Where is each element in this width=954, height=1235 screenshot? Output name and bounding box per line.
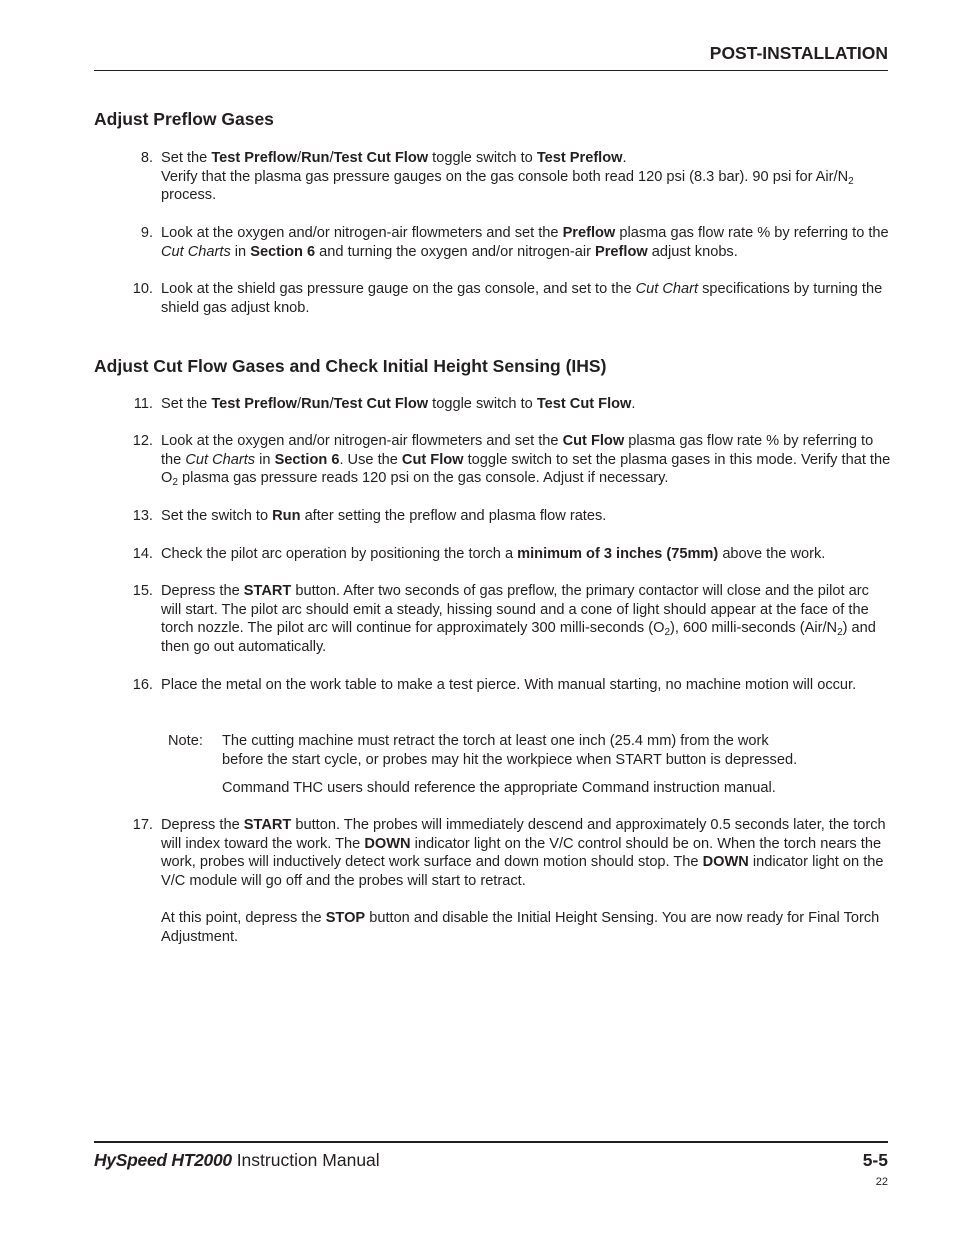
step-number: 11. (133, 396, 153, 412)
step-number: 12. (132, 433, 153, 449)
step-number: 10. (132, 281, 153, 297)
step-number: 9. (140, 225, 153, 241)
step-number: 8. (140, 150, 153, 166)
product-name: HySpeed HT2000 (94, 1150, 232, 1170)
page-header-title: POST-INSTALLATION (709, 43, 888, 63)
step-number: 15. (132, 583, 153, 599)
step-number: 14. (132, 546, 153, 562)
section-title-preflow: Adjust Preflow Gases (94, 109, 274, 129)
note-body (222, 732, 882, 769)
manual-label: Instruction Manual (236, 1150, 380, 1170)
header-rule (94, 70, 888, 71)
step-number: 13. (132, 508, 153, 524)
footer-section-page: 5-5 (862, 1150, 888, 1170)
footer-page-number: 22 (875, 1176, 888, 1188)
step-11: 11. Set the Test Preflow/Run/Test Cut Flow toggle switch to Test Cut Flow. (161, 395, 891, 414)
note-command-thc: Command THC users should reference the appropriate Command instruction manual. (222, 780, 776, 796)
step-16: 16. Place the metal on the work table to make a test pierce. With manual starting, no machine motion will occur. (161, 676, 891, 695)
step-17: 17. Depress the START button. The probes will immediately descend and approximately 0.5 seconds later, the torch will index toward the work. The DOWN indicator light on the V/C control should be on. When the torch nears the work, probes will inductively detect work surface and down motion should stop. The DOWN indicator light on the V/C module will go off and the probes will start to retract. At this point, depress the STOP button and disable the Initial Height Sensing. You are now ready for Final Torch Adjustment. (161, 816, 891, 946)
note-line: before the start cycle, or probes may hit the workpiece when START button is depressed. (222, 751, 798, 768)
step-12: 12. Look at the oxygen and/or nitrogen-air flowmeters and set the Cut Flow plasma gas flow rate % by referring to the Cut Charts in Section 6. Use the Cut Flow toggle switch to set the plasma gases in this mode. Verify that the $O_2$ plasma gas pressure reads 120 psi on the gas console. Adjust if necessary. (161, 432, 891, 488)
section-title-cut-flow: Adjust Cut Flow Gases and Check Initial Height Sensing (IHS) (94, 356, 607, 376)
footer-manual-title (94, 1150, 380, 1171)
step-15: 15. Depress the START button. After two seconds of gas preflow, the primary contactor will close and the pilot arc will start. The pilot arc should emit a steady, hissing sound and a cone of light should appear at the face of the torch nozzle. The pilot arc will continue for approximately 300 milli-seconds $(O_2)$, 600 milli-seconds $(Air/N_2)$ and then go out automatically. (161, 582, 891, 656)
footer-rule (94, 1141, 888, 1143)
step-8: 8. Set the Test Preflow/Run/Test Cut Flow toggle switch to Test Preflow. Verify that the plasma gas pressure gauges on the gas console both read 120 psi (8.3 bar). 90 psi for Air/$N_2$ process. (161, 149, 891, 205)
step-9: 9. Look at the oxygen and/or nitrogen-air flowmeters and set the Preflow plasma gas flow rate % by referring to the Cut Charts in Section 6 and turning the oxygen and/or nitrogen-air Preflow adjust knobs. (161, 224, 891, 261)
step-13: 13. Set the switch to Run after setting the preflow and plasma flow rates. (161, 507, 891, 526)
step-14: 14. Check the pilot arc operation by positioning the torch a minimum of 3 inches (75mm) above the work. (161, 545, 891, 564)
step-number: 16. (132, 677, 153, 693)
step-10: 10. Look at the shield gas pressure gauge on the gas console, and set to the Cut Chart specifications by turning the shield gas adjust knob. (161, 280, 891, 317)
note-line: The cutting machine must retract the torch at least one inch (25.4 mm) from the work (222, 733, 769, 749)
note-label: Note: (168, 733, 203, 749)
step-number: 17. (132, 817, 153, 833)
